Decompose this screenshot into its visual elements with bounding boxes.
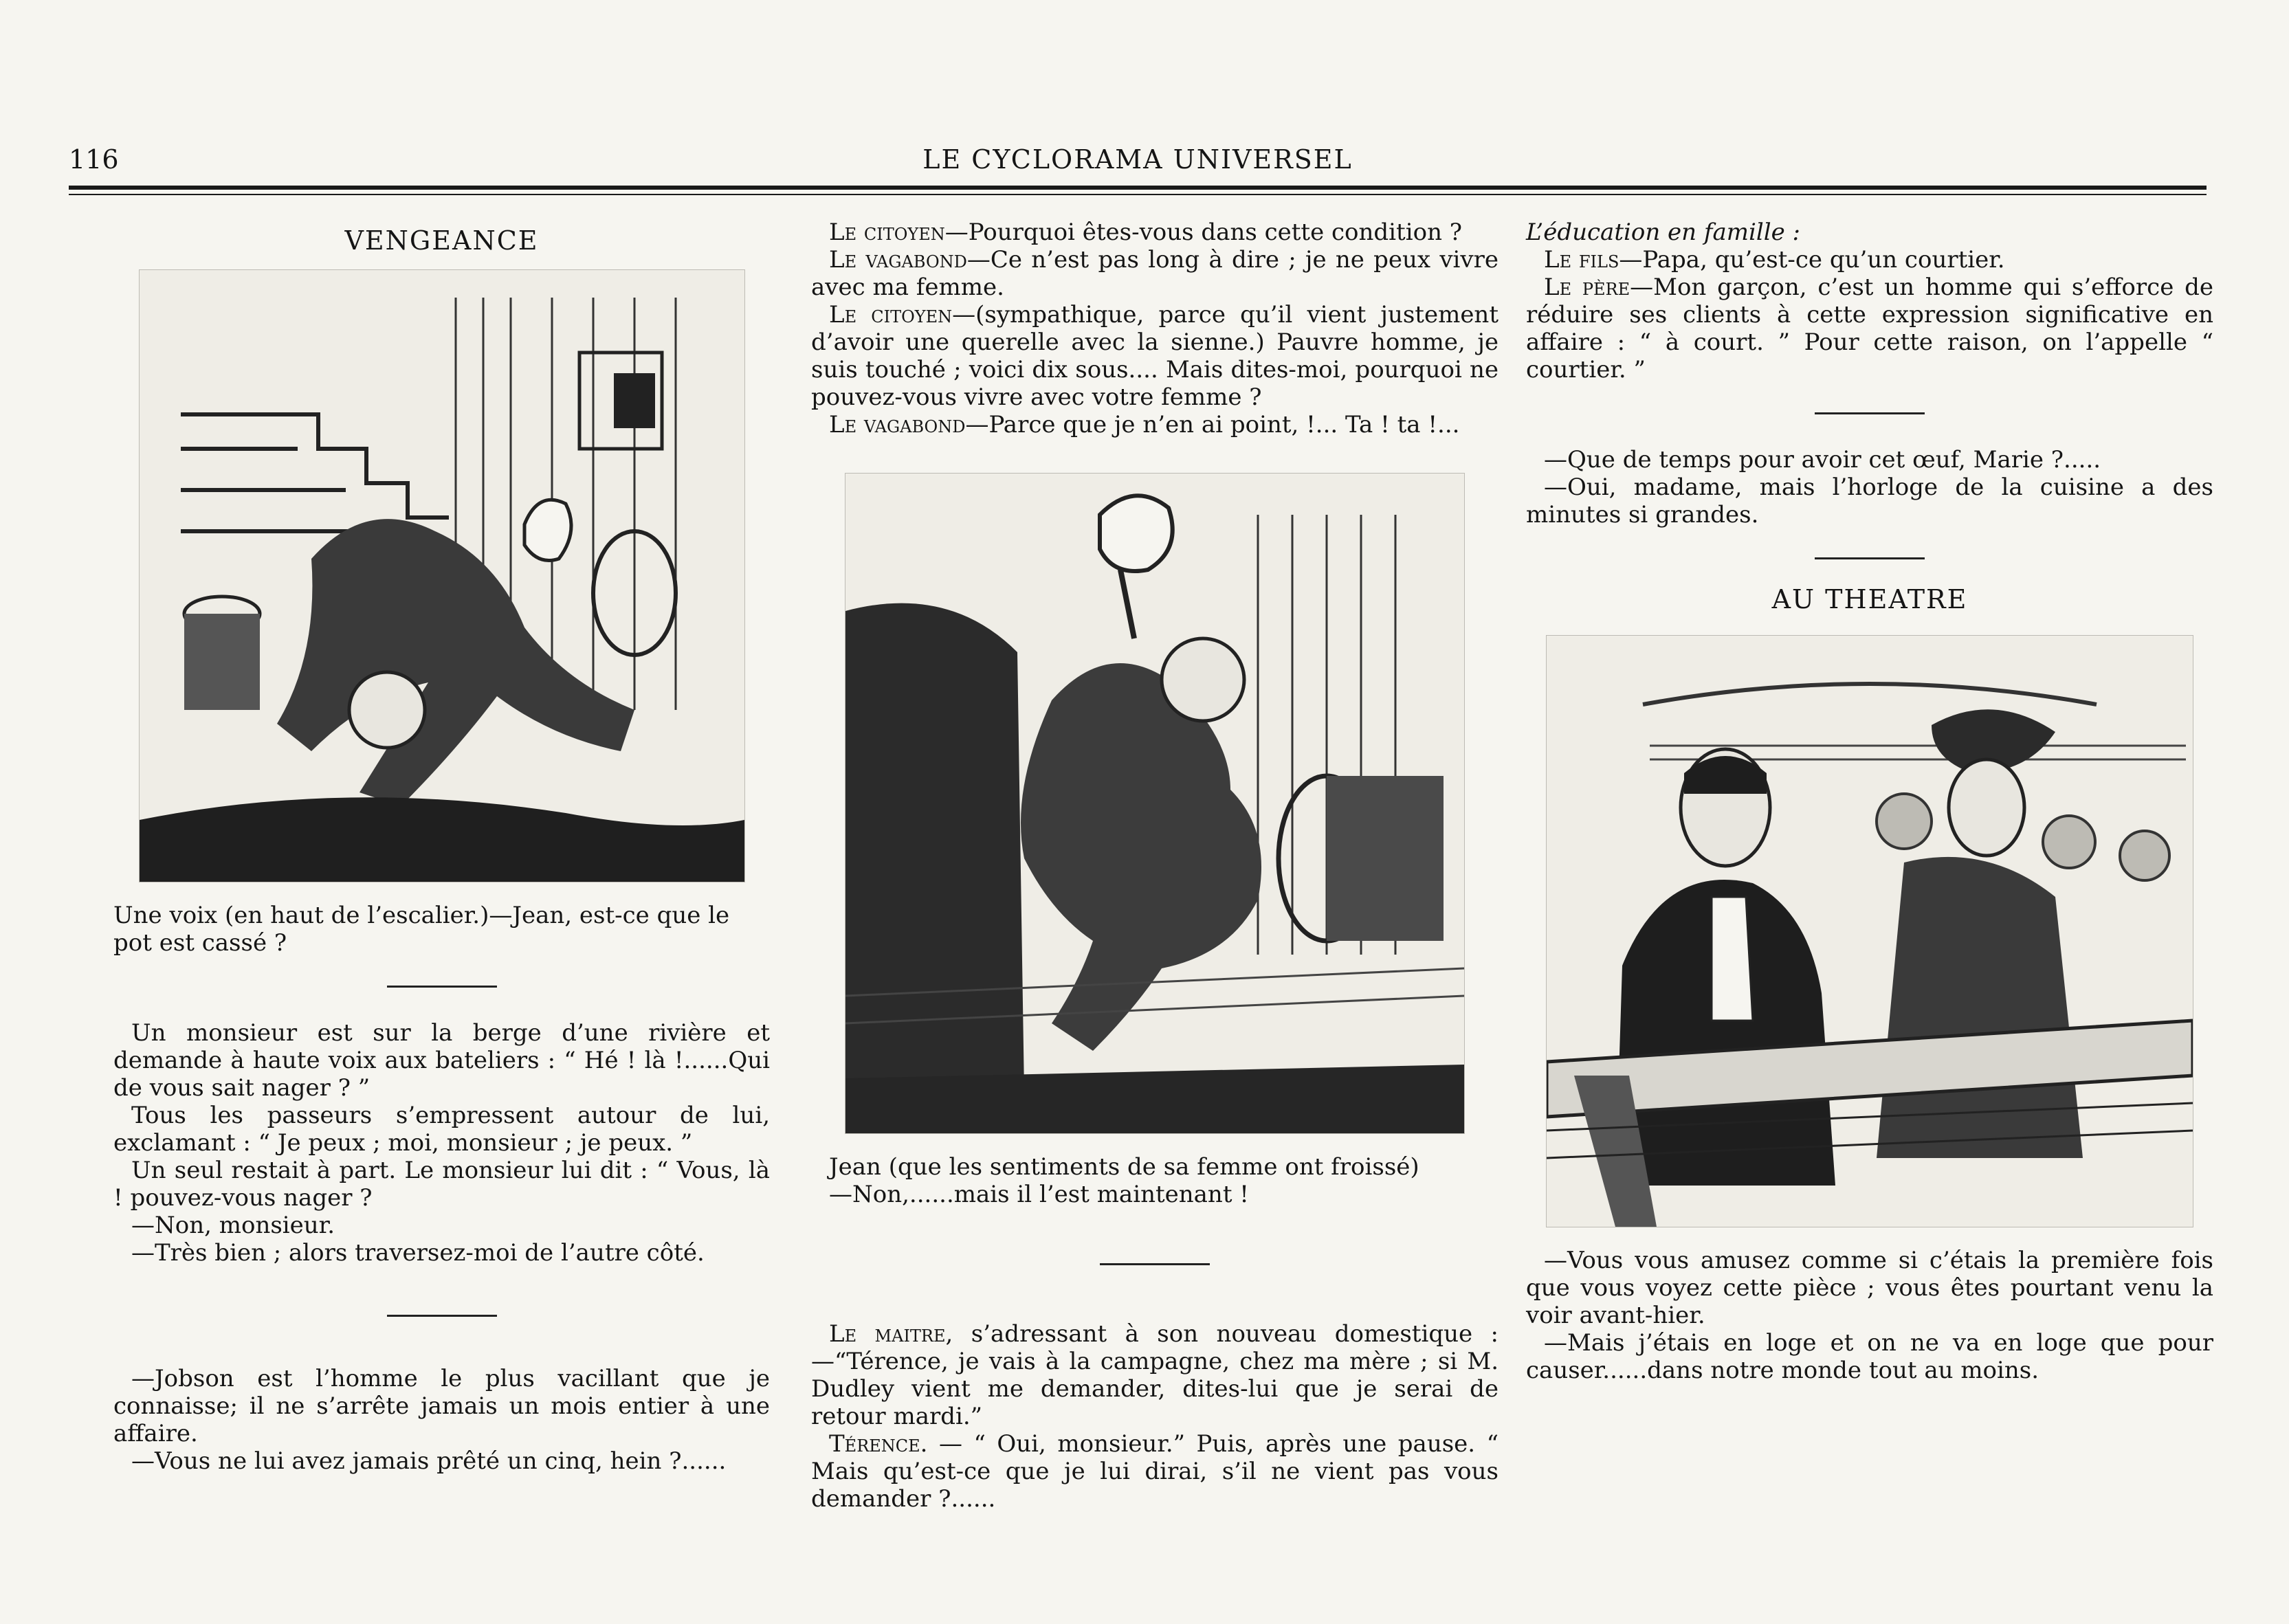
dialog-text: —Parce que je n’en ai point, !... Ta ! ta !...: [965, 411, 1460, 438]
dialog-line: [811, 1320, 1499, 1430]
speaker-name: Le fils: [1544, 246, 1619, 274]
dialog-line: [811, 301, 1499, 411]
page-header: [69, 144, 2207, 186]
separator: [1100, 1263, 1210, 1265]
story-paragraph: Un seul restait à part. Le monsieur lui dit : “ Vous, là ! pouvez-vous nager ?: [113, 1157, 770, 1212]
page-number: 116: [69, 144, 119, 175]
speaker-name: Le vagabond: [829, 246, 967, 274]
story-paragraph: Un monsieur est sur la berge d’une rivière et demande à haute voix aux bateliers : “ Hé ! là !......Qui de vous sait nager ? ”: [113, 1019, 770, 1102]
cellar-caption-line2: —Non,......mais il l’est maintenant !: [829, 1181, 1249, 1208]
dialog-line: [811, 1430, 1499, 1513]
theatre-caption: —Mais j’étais en loge et on ne va en loge que pour causer......dans notre monde tout au moins.: [1526, 1329, 2213, 1384]
dialog-line: [811, 246, 1499, 301]
dialog-text: , s’adressant à son nouveau domestique :—“Térence, je vais à la campagne, chez ma mère ; si M. Dudley vient me demander, dites-lui que je serai de retour mardi.”: [811, 1320, 1499, 1430]
speaker-name: Le vagabond: [829, 411, 966, 438]
speaker-name: Le maitre: [829, 1320, 946, 1348]
dialog-text: —Pourquoi êtes-vous dans cette condition ?: [944, 219, 1462, 246]
speaker-name: Le père: [1544, 274, 1630, 301]
column-left: [113, 219, 770, 1475]
journal-title: LE CYCLORAMA UNIVERSEL: [922, 144, 1353, 175]
speaker-name: Térence: [829, 1430, 920, 1458]
story-paragraph: Tous les passeurs s’empressent autour de lui, exclamant : “ Je peux ; moi, monsieur ; je peux. ”: [113, 1102, 770, 1157]
cellar-caption-line1: Jean (que les sentiments de sa femme ont froissé): [829, 1153, 1419, 1181]
story-intro: L’éducation en famille :: [1526, 219, 1800, 246]
speaker-name: Le citoyen: [829, 219, 945, 246]
separator: [387, 1315, 497, 1317]
section-title-au-theatre: AU THEATRE: [1771, 584, 1968, 614]
header-rule-thick: [69, 186, 2207, 190]
story-paragraph: —Oui, madame, mais l’horloge de la cuisine a des minutes si grandes.: [1526, 474, 2213, 529]
fallen-man-on-stairs-illustration: [139, 269, 745, 882]
header-rule-thin: [69, 194, 2207, 195]
column-right: [1526, 219, 2213, 1384]
story-paragraph: —Que de temps pour avoir cet œuf, Marie ?.....: [1544, 446, 2101, 474]
dialog-text: . — “ Oui, monsieur.” Puis, après une pause. “ Mais qu’est-ce que je lui dirai, s’il ne vient pas vous demander ?......: [811, 1430, 1499, 1513]
separator: [1815, 412, 1925, 414]
man-with-jug-in-cellar-illustration: [845, 473, 1465, 1134]
story-paragraph: —Non, monsieur.: [131, 1212, 335, 1239]
dialog-line: [1526, 246, 2213, 274]
dialog-text: —(sympathique, parce qu’il vient justement d’avoir une querelle avec la sienne.) Pauvre homme, je suis touché ; voici dix sous.... Mais dites-moi, pourquoi ne pouvez-vous vivre avec votre femme ?: [811, 301, 1499, 411]
speaker-name: Le citoyen: [829, 301, 953, 329]
dialog-text: —Mon garçon, c’est un homme qui s’efforce de réduire ses clients à cette expression significative en affaire : “ à court. ” Pour cette raison, on l’appelle “ courtier. ”: [1526, 274, 2213, 383]
story-paragraph: —Jobson est l’homme le plus vacillant que je connaisse; il ne s’arrête jamais un mois entier à une affaire.: [113, 1365, 770, 1447]
story-paragraph: —Vous ne lui avez jamais prêté un cinq, hein ?......: [131, 1447, 727, 1475]
dialog-text: —Ce n’est pas long à dire ; je ne peux vivre avec ma femme.: [811, 246, 1499, 301]
separator: [387, 986, 497, 988]
column-middle: [811, 219, 1499, 1513]
vengeance-caption-line2: pot est cassé ?: [113, 929, 287, 957]
theatre-caption: —Vous vous amusez comme si c’étais la première fois que vous voyez cette pièce ; vous êtes pourtant venu la voir avant-hier.: [1526, 1247, 2213, 1329]
vengeance-caption-line1: Une voix (en haut de l’escalier.)—Jean, est-ce que le: [113, 902, 730, 929]
dialog-line: [811, 219, 1499, 246]
dialog-line: [811, 411, 1499, 438]
story-paragraph: —Très bien ; alors traversez-moi de l’autre côté.: [131, 1239, 705, 1267]
dialog-line: [1526, 274, 2213, 383]
theatre-box-couple-illustration: [1546, 635, 2193, 1227]
dialog-text: —Papa, qu’est-ce qu’un courtier.: [1619, 246, 2005, 274]
section-title-vengeance: VENGEANCE: [344, 225, 539, 256]
separator: [1815, 557, 1925, 559]
